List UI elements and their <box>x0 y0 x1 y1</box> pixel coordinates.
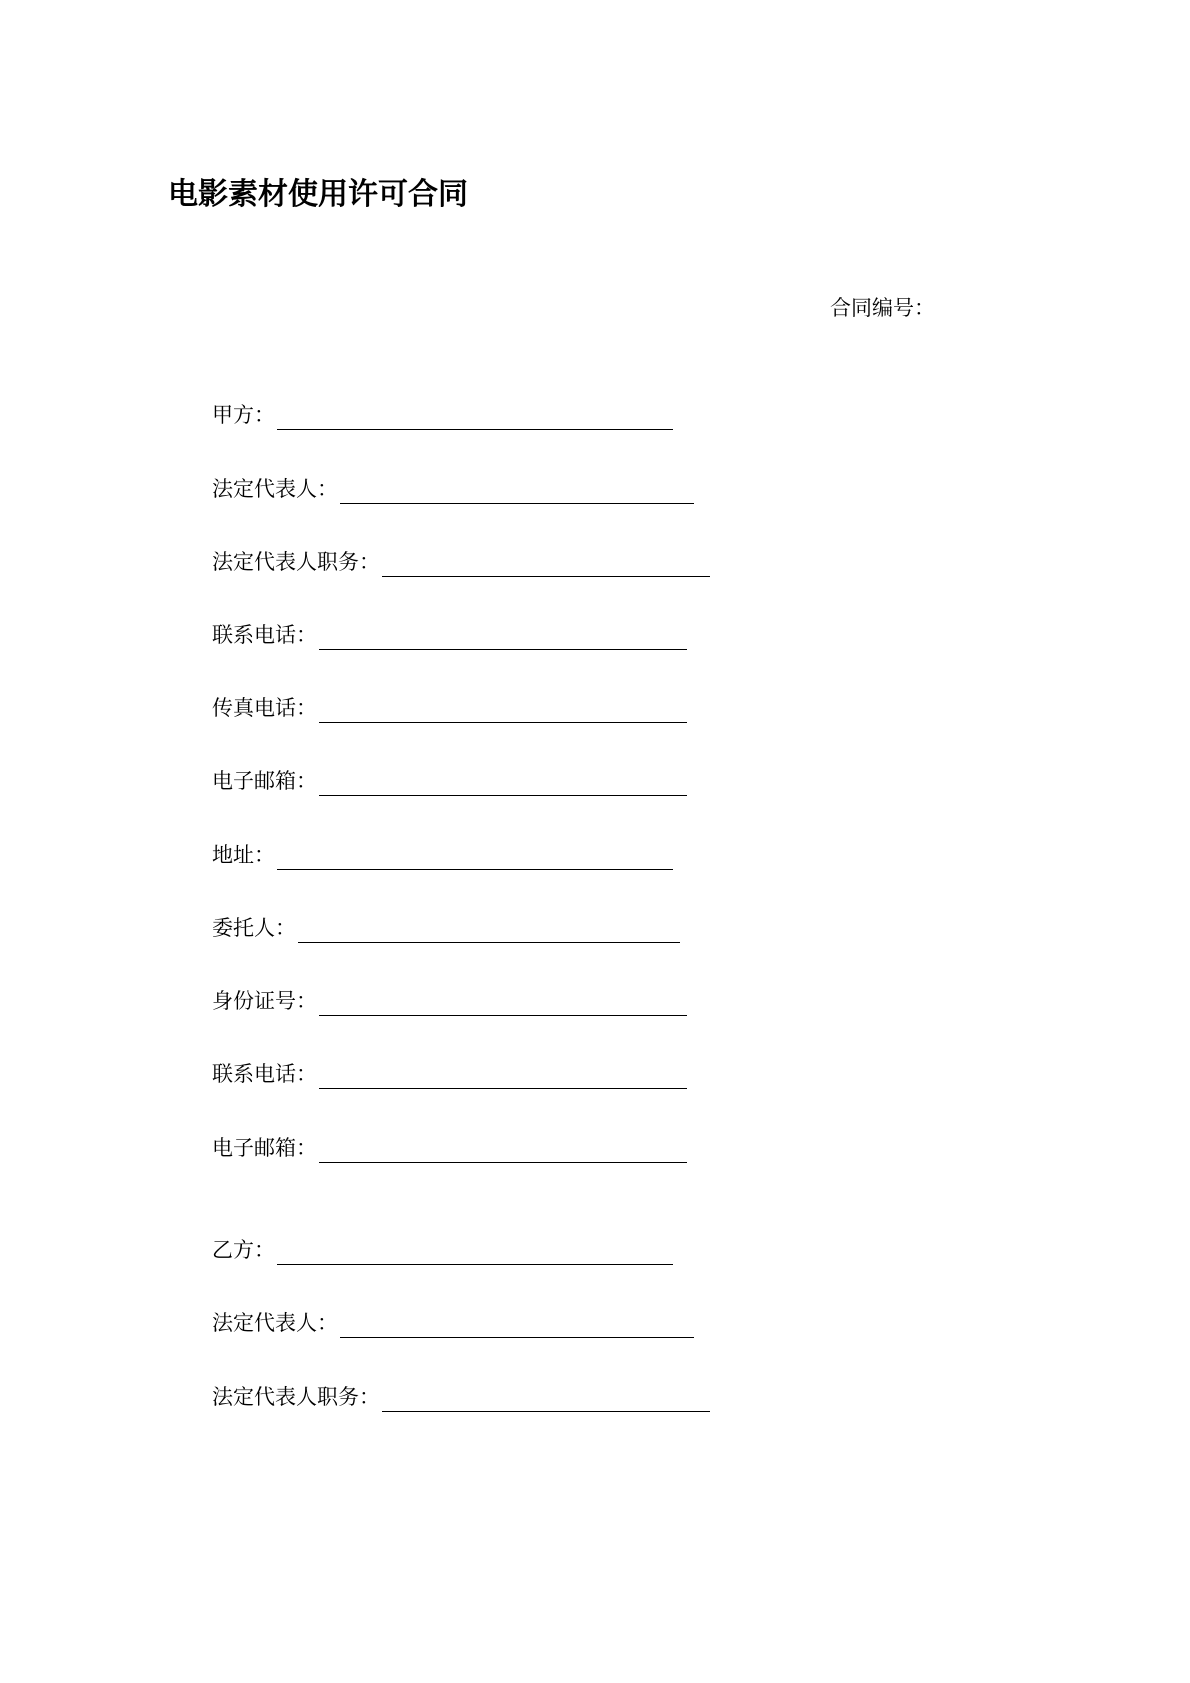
party-a-id-number-field <box>212 984 687 1012</box>
party-b-name-field <box>212 1233 673 1261</box>
party-a-legal-rep-field <box>212 472 694 500</box>
party-a-agent-phone-blank[interactable] <box>319 1066 687 1089</box>
party-a-agent-phone-field <box>212 1057 687 1085</box>
party-a-phone-field <box>212 618 687 646</box>
contract-number-label: 合同编号： <box>830 296 935 320</box>
party-a-name-blank[interactable] <box>277 407 673 430</box>
party-a-address-blank[interactable] <box>277 847 673 870</box>
party-a-fax-blank[interactable] <box>319 700 687 723</box>
field-label: 法定代表人职务： <box>212 1385 380 1409</box>
party-a-agent-field <box>212 911 680 939</box>
party-a-email-blank[interactable] <box>319 773 687 796</box>
party-a-id-number-blank[interactable] <box>319 993 687 1016</box>
field-label: 法定代表人： <box>212 1311 338 1335</box>
party-a-legal-rep-title-field <box>212 545 710 573</box>
party-a-agent-email-field <box>212 1131 687 1159</box>
field-label: 委托人： <box>212 916 296 940</box>
party-a-agent-blank[interactable] <box>298 920 680 943</box>
document-title: 电影素材使用许可合同 <box>168 177 468 212</box>
party-a-legal-rep-blank[interactable] <box>340 481 694 504</box>
party-a-legal-rep-title-blank[interactable] <box>382 554 710 577</box>
party-b-legal-rep-field <box>212 1306 694 1334</box>
party-a-email-field <box>212 764 687 792</box>
party-b-name-blank[interactable] <box>277 1242 673 1265</box>
party-b-legal-rep-title-field <box>212 1380 710 1408</box>
field-label: 电子邮箱： <box>212 769 317 793</box>
field-label: 身份证号： <box>212 989 317 1013</box>
field-label: 电子邮箱： <box>212 1136 317 1160</box>
party-b-legal-rep-title-blank[interactable] <box>382 1389 710 1412</box>
party-a-fax-field <box>212 691 687 719</box>
party-a-address-field <box>212 838 673 866</box>
field-label: 地址： <box>212 843 275 867</box>
field-label: 法定代表人： <box>212 477 338 501</box>
party-a-name-field <box>212 398 673 426</box>
field-label: 联系电话： <box>212 1062 317 1086</box>
field-label: 法定代表人职务： <box>212 550 380 574</box>
field-label: 乙方： <box>212 1238 275 1262</box>
field-label: 联系电话： <box>212 623 317 647</box>
field-label: 传真电话： <box>212 696 317 720</box>
party-a-phone-blank[interactable] <box>319 627 687 650</box>
field-label: 甲方： <box>212 403 275 427</box>
party-a-agent-email-blank[interactable] <box>319 1140 687 1163</box>
party-b-legal-rep-blank[interactable] <box>340 1315 694 1338</box>
